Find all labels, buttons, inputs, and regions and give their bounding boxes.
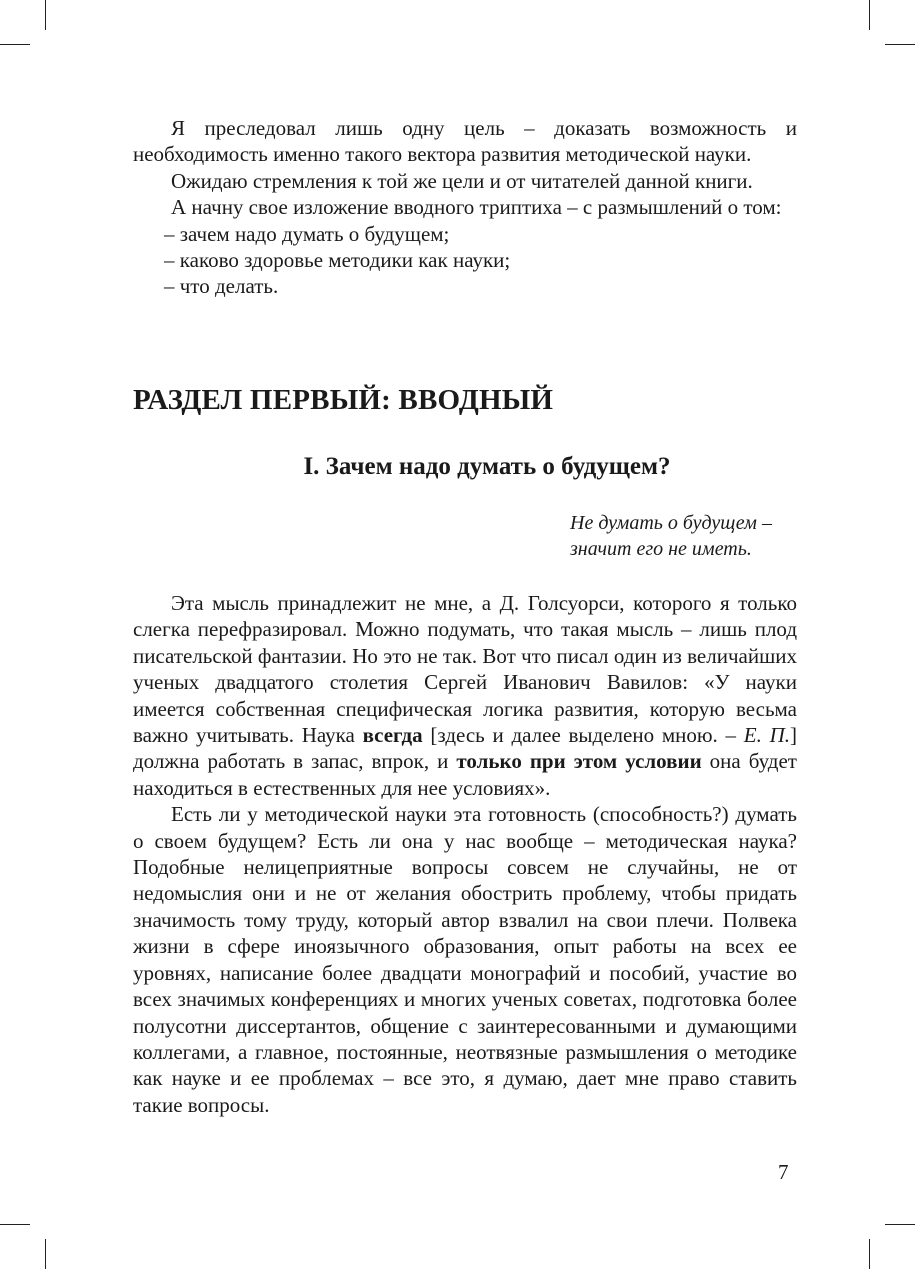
- crop-mark-bottom-right: [869, 1239, 870, 1269]
- intro-paragraph: Ожидаю стремления к той же цели и от читателей данной книги.: [171, 168, 753, 193]
- intro-paragraph: А начну свое изложение вводного триптиха – с размышлений о том:: [171, 195, 782, 220]
- crop-mark-bottom-left-h: [0, 1224, 30, 1225]
- body-text: [133, 590, 797, 1118]
- text-run: [здесь и далее выделено мною. –: [422, 723, 744, 748]
- epigraph: [570, 510, 772, 563]
- intro-paragraph: Я преследовал лишь одну цель – доказать возможность и необходимость именно такого вектора развития методической науки.: [133, 116, 797, 167]
- crop-mark-bottom-right-h: [885, 1224, 915, 1225]
- chapter-title: I. Зачем надо думать о будущем?: [303, 453, 671, 480]
- intro-text: [133, 115, 797, 300]
- crop-mark-top-right: [869, 0, 870, 30]
- text-run: она будет находиться в естественных для нее условиях».: [133, 749, 797, 800]
- list-item: – зачем надо думать о будущем;: [164, 221, 450, 246]
- bold-emphasis: всегда: [362, 723, 423, 748]
- page-number: 7: [778, 1160, 789, 1184]
- crop-mark-top-left-h: [0, 44, 30, 45]
- epigraph-line: значит его не иметь.: [570, 538, 752, 561]
- italic-initials: Е. П.: [743, 723, 790, 748]
- crop-mark-top-right-h: [885, 44, 915, 45]
- crop-mark-bottom-left: [45, 1239, 46, 1269]
- text-run: Эта мысль принадлежит не мне, а Д. Голсуорси, которого я только слегка перефразировал. Можно подумать, что такая мысль – лишь плод писательской фантазии. Но это не так. Вот что писал один из величайших ученых двадцатого столетия Сергей Иванович Вавилов: «У науки имеется собственная специфическая логика развития, которую весьма важно учитывать. Наука: [133, 591, 797, 748]
- crop-mark-top-left: [45, 0, 46, 30]
- list-item: – каково здоровье методики как науки;: [164, 248, 511, 273]
- list-item: – что делать.: [164, 274, 279, 299]
- text-run: ] должна работать в запас, впрок, и: [133, 723, 797, 774]
- body-paragraph: Есть ли у методической науки эта готовность (способность?) думать о своем будущем? Есть ли она у нас вообще – методическая наука? Подобные нелицеприятные вопросы совсем не случайны, не от недомыслия они и не от желания обострить проблему, чтобы придать значимость тому труду, который автор взвалил на свои плечи. Полвека жизни в сфере иноязычного образования, опыт работы на всех ее уровнях, написание более двадцати монографий и пособий, участие во всех значимых конференциях и многих ученых советах, подготовка более полусотни диссертантов, общение с заинтересованными и думающими коллегами, а главное, постоянные, неотвязные размышления о методике как науке и ее проблемах – все это, я думаю, дает мне право ставить такие вопросы.: [133, 802, 797, 1117]
- bold-emphasis: только при этом условии: [456, 749, 702, 774]
- body-paragraph: [133, 590, 797, 801]
- section-title: РАЗДЕЛ ПЕРВЫЙ: ВВОДНЫЙ: [133, 384, 554, 416]
- epigraph-line: Не думать о будущем –: [570, 512, 772, 534]
